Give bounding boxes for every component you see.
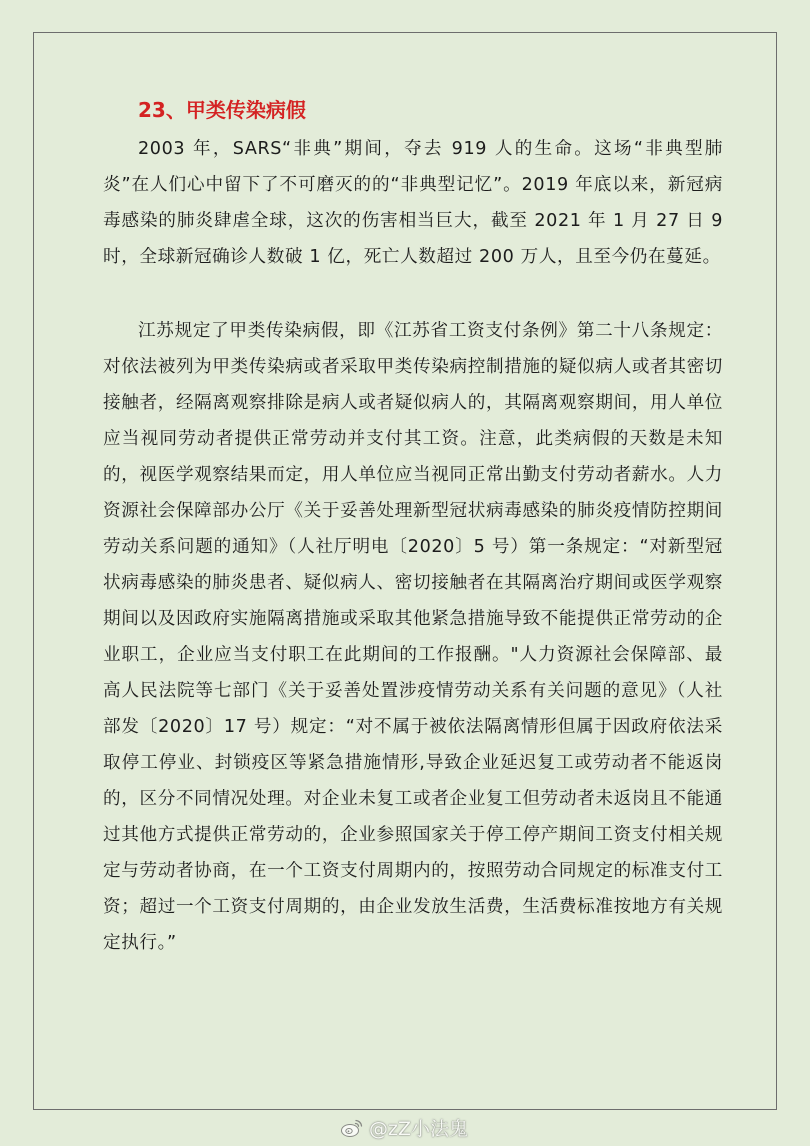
paragraph-sars-covid: 2003 年，SARS“非典”期间，夺去 919 人的生命。这场“非典型肺炎”在人们心中留下了不可磨灭的的“非典型记忆”。2019 年底以来，新冠病毒感染的肺炎肆虐全球，这次的伤害相当巨大，截至 2021 年 1 月 27 日 9 时，全球新冠确诊人数破 1 亿，死亡人数超过 200 万人，且至今仍在蔓延。 — [103, 139, 723, 267]
watermark-text: @zZ小法鬼 — [369, 1118, 468, 1140]
section-heading: 23、甲类传染病假 — [138, 98, 306, 122]
weibo-icon — [340, 1118, 364, 1138]
paragraph-jiangsu-regulation: 江苏规定了甲类传染病假，即《江苏省工资支付条例》第二十八条规定：对依法被列为甲类传染病或者采取甲类传染病控制措施的疑似病人或者其密切接触者，经隔离观察排除是病人或者疑似病人的，其隔离观察期间，用人单位应当视同劳动者提供正常劳动并支付其工资。注意，此类病假的天数是未知的，视医学观察结果而定，用人单位应当视同正常出勤支付劳动者薪水。人力资源社会保障部办公厅《关于妥善处理新型冠状病毒感染的肺炎疫情防控期间劳动关系问题的通知》（人社厅明电〔2020〕5 号）第一条规定：“对新型冠状病毒感染的肺炎患者、疑似病人、密切接触者在其隔离治疗期间或医学观察期间以及因政府实施隔离措施或采取其他紧急措施导致不能提供正常劳动的企业职工，企业应当支付职工在此期间的工作报酬。"人力资源社会保障部、最高人民法院等七部门《关于妥善处置涉疫情劳动关系有关问题的意见》（人社部发〔2020〕17 号）规定：“对不属于被依法隔离情形但属于因政府依法采取停工停业、封锁疫区等紧急措施情形,导致企业延迟复工或劳动者不能返岗的，区分不同情况处理。对企业未复工或者企业复工但劳动者未返岗且不能通过其他方式提供正常劳动的，企业参照国家关于停工停产期间工资支付相关规定与劳动者协商，在一个工资支付周期内的，按照劳动合同规定的标准支付工资；超过一个工资支付周期的，由企业发放生活费，生活费标准按地方有关规定执行。” — [103, 321, 723, 953]
watermark — [340, 1114, 468, 1141]
